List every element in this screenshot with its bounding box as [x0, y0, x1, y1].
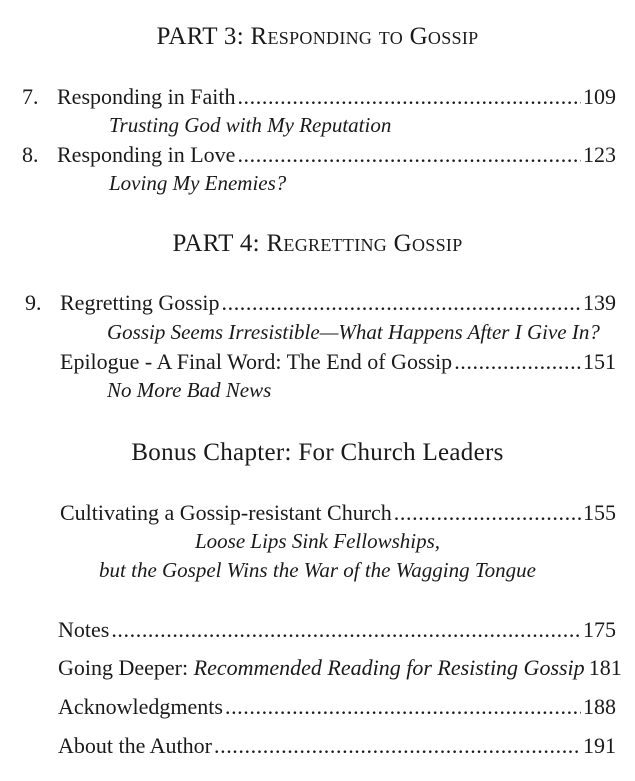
- chapter-number: 7.: [22, 84, 39, 109]
- page-number: 123: [583, 142, 616, 167]
- dot-leader: [237, 86, 581, 108]
- dot-leader: [222, 292, 582, 314]
- chapter-title: Responding in Faith: [57, 84, 236, 109]
- bonus-chapter-title: Cultivating a Gossip-resistant Church: [60, 500, 392, 525]
- page-number: 191: [583, 733, 616, 758]
- chapter-9-subtitle: Gossip Seems Irresistible—What Happens After I Give In?: [107, 320, 600, 344]
- part-3-heading-title: Responding to Gossip: [250, 23, 479, 50]
- chapter-title: Regretting Gossip: [60, 290, 220, 315]
- page-number: 188: [583, 694, 616, 719]
- notes-title: Notes: [58, 617, 110, 642]
- epilogue-title: Epilogue - A Final Word: The End of Gossip: [60, 349, 453, 374]
- chapter-number: 8.: [22, 142, 39, 167]
- toc-entry-chapter-7[interactable]: [22, 86, 616, 108]
- going-deeper-title-italic: Recommended Reading for Resisting Gossip: [193, 655, 585, 680]
- part-3-heading: [0, 24, 635, 49]
- chapter-8-subtitle: Loving My Enemies?: [109, 171, 287, 195]
- toc-entry-acknowledgments[interactable]: [58, 696, 616, 718]
- toc-entry-chapter-8[interactable]: [22, 144, 616, 166]
- epilogue-subtitle: No More Bad News: [107, 378, 272, 402]
- page-number: 155: [583, 500, 616, 525]
- part-3-heading-prefix: PART 3:: [156, 23, 251, 50]
- bonus-chapter-subtitle-line-1: Loose Lips Sink Fellowships,: [194, 529, 441, 553]
- page-number: 175: [583, 617, 616, 642]
- toc-entry-bonus-chapter[interactable]: [60, 502, 616, 524]
- dot-leader: [225, 696, 581, 718]
- toc-entry-about-the-author[interactable]: [58, 735, 616, 757]
- dot-leader: [394, 502, 581, 524]
- dot-leader: [454, 351, 581, 373]
- bonus-chapter-subtitle-line-2: but the Gospel Wins the War of the Wagging Tongue: [99, 558, 536, 582]
- chapter-title: Responding in Love: [57, 142, 236, 167]
- page-number: 181: [588, 655, 622, 680]
- part-4-heading-prefix: PART 4:: [172, 230, 267, 257]
- toc-entry-epilogue[interactable]: [60, 351, 616, 373]
- toc-entry-going-deeper[interactable]: [58, 655, 622, 680]
- toc-entry-chapter-9[interactable]: [25, 292, 616, 314]
- bonus-chapter-heading: Bonus Chapter: For Church Leaders: [131, 439, 504, 466]
- chapter-7-subtitle: Trusting God with My Reputation: [109, 113, 392, 137]
- part-4-heading-title: Regretting Gossip: [266, 230, 463, 257]
- going-deeper-title: Going Deeper:: [58, 655, 194, 680]
- about-author-title: About the Author: [58, 733, 212, 758]
- dot-leader: [111, 619, 581, 641]
- page-number: 139: [583, 290, 616, 315]
- part-4-heading: [0, 231, 635, 256]
- page-number: 109: [583, 84, 616, 109]
- page-number: 151: [583, 349, 616, 374]
- dot-leader: [237, 144, 581, 166]
- chapter-number: 9.: [25, 290, 42, 315]
- acknowledgments-title: Acknowledgments: [58, 694, 223, 719]
- toc-entry-notes[interactable]: [58, 619, 616, 641]
- dot-leader: [214, 735, 581, 757]
